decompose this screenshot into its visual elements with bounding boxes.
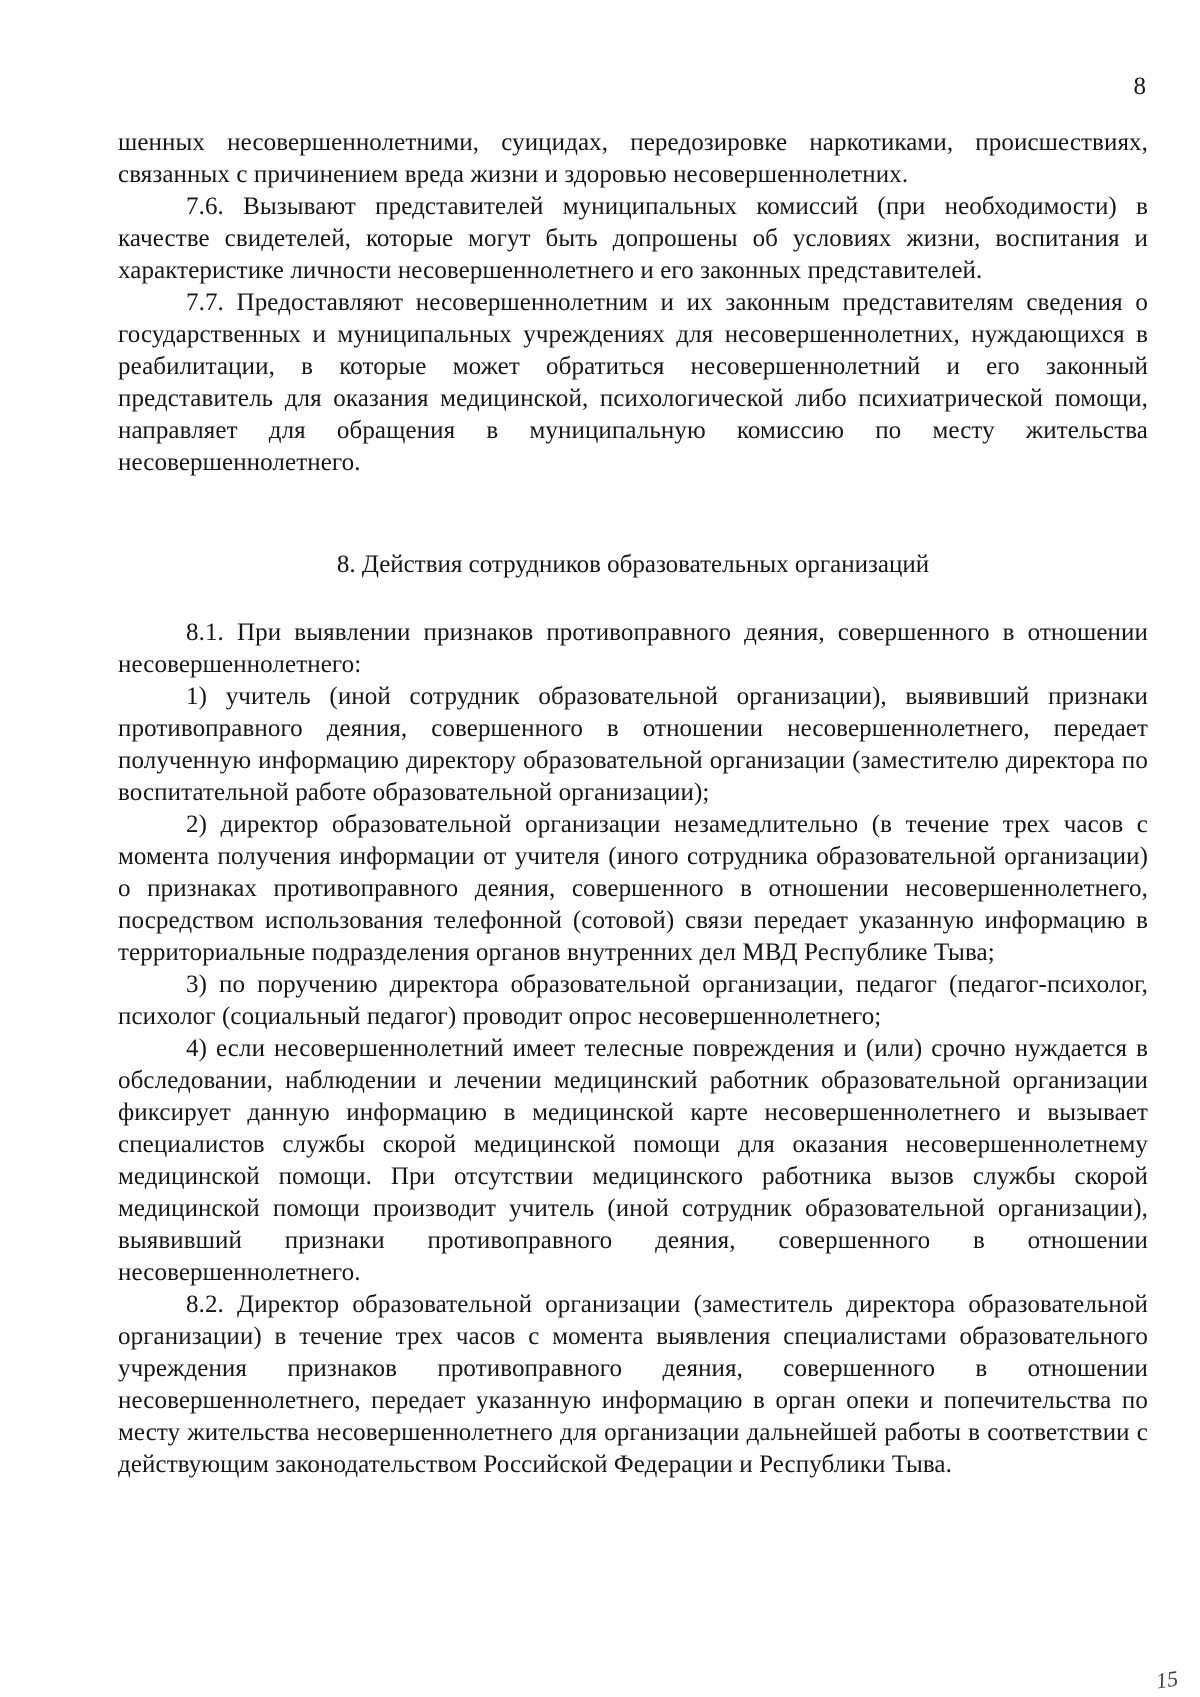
list-item-3: 3) по поручению директора образовательной организации, педагог (педагог-психолог, психолог (социальный педагог) проводит опрос несовершеннолетнего; — [118, 971, 1148, 1030]
paragraph-7-7: 7.7. Предоставляют несовершеннолетним и их законным представителям сведения о государственных и муниципальных учреждениях для несовершеннолетних, нуждающихся в реабилитации, в которые может обратиться несовершеннолетний и его законный представитель для оказания медицинской, психологической либо психиатрической помощи, направляет для обращения в муниципальную комиссию по месту жительства несовершеннолетнего. — [118, 289, 1148, 476]
text-block-2 — [118, 617, 1148, 1481]
paragraph-7-6: 7.6. Вызывают представителей муниципальных комиссий (при необходимости) в качестве свидетелей, которые могут быть допрошены об условиях жизни, воспитания и характеристике личности несовершеннолетнего и его законных представителей. — [118, 193, 1148, 284]
paragraph-8-2: 8.2. Директор образовательной организации (заместитель директора образовательной организации) в течение трех часов с момента выявления специалистами образовательного учреждения признаков противоправного деяния, совершенного в отношении несовершеннолетнего, передает указанную информацию в орган опеки и попечительства по месту жительства несовершеннолетнего для организации дальнейшей работы в соответствии с действующим законодательством Российской Федерации и Республики Тыва. — [118, 1291, 1148, 1478]
page-number: 8 — [1133, 73, 1146, 100]
section-heading: 8. Действия сотрудников образовательных организаций — [336, 551, 930, 578]
list-item-2: 2) директор образовательной организации незамедлительно (в течение трех часов с момента получения информации от учителя (иного сотрудника образовательной организации) о признаках противоправного деяния, совершенного в отношении несовершеннолетнего, посредством использования телефонной (сотовой) связи передает указанную информацию в территориальные подразделения органов внутренних дел МВД Республике Тыва; — [118, 811, 1148, 966]
paragraph-8-1: 8.1. При выявлении признаков противоправного деяния, совершенного в отношении несовершеннолетнего: — [118, 619, 1148, 678]
list-item-1: 1) учитель (иной сотрудник образовательной организации), выявивший признаки противоправного деяния, совершенного в отношении несовершеннолетнего, передает полученную информацию директору образовательной организации (заместителю директора по воспитательной работе образовательной организации); — [118, 683, 1148, 806]
paragraph-continuation: шенных несовершеннолетними, суицидах, передозировке наркотиками, происшествиях, связанных с причинением вреда жизни и здоровью несовершеннолетних. — [118, 129, 1148, 188]
text-block-1 — [118, 127, 1148, 479]
list-item-4: 4) если несовершеннолетний имеет телесные повреждения и (или) срочно нуждается в обследовании, наблюдении и лечении медицинский работник образовательной организации фиксирует данную информацию в медицинской карте несовершеннолетнего и вызывает специалистов службы скорой медицинской помощи для оказания несовершеннолетнему медицинской помощи. При отсутствии медицинского работника вызов службы скорой медицинской помощи производит учитель (иной сотрудник образовательной организации), выявивший признаки противоправного деяния, совершенного в отношении несовершеннолетнего. — [118, 1035, 1148, 1286]
handwritten-page-mark: 15 — [1154, 1665, 1180, 1694]
